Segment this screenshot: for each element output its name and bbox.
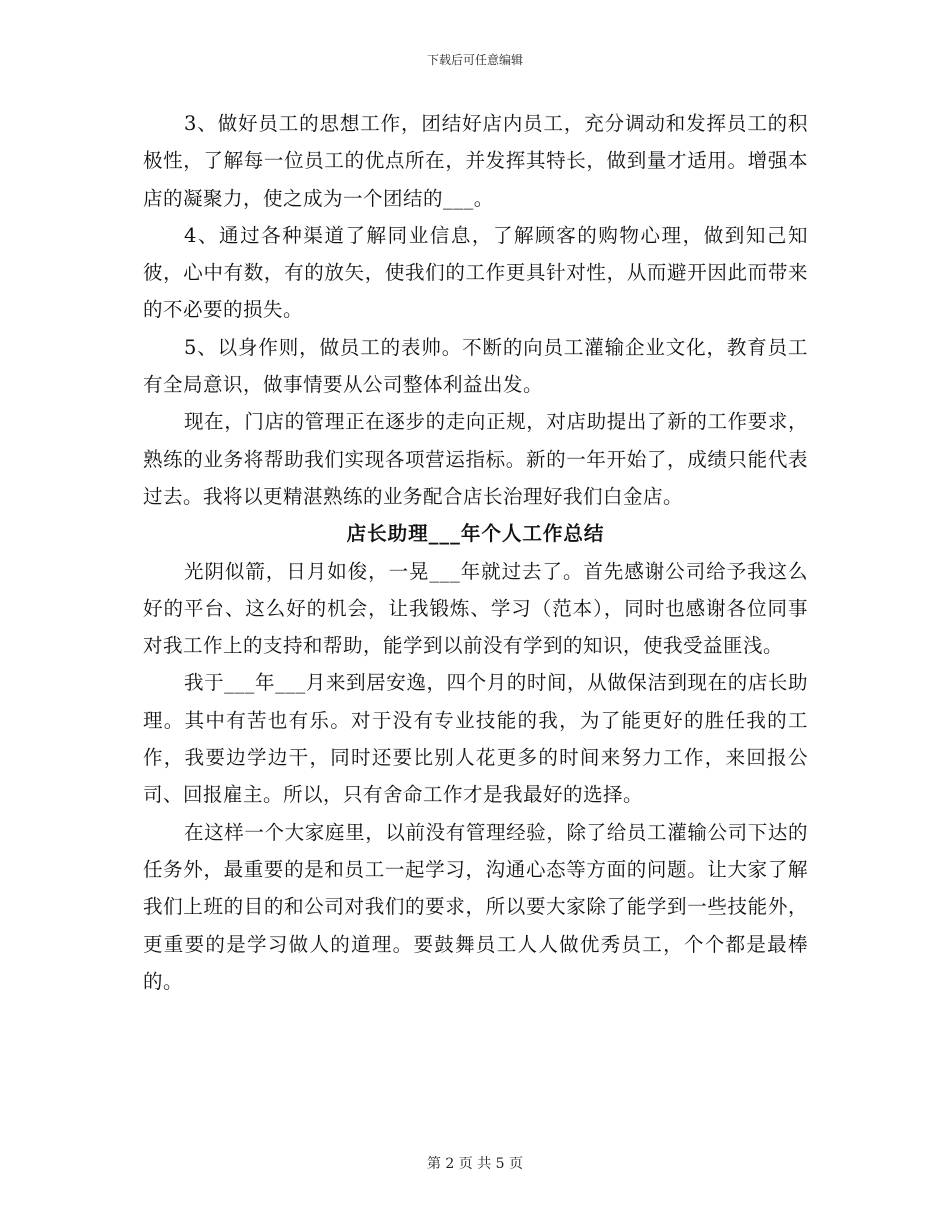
page-header: 下载后可任意编辑 xyxy=(426,53,523,67)
paragraph-management: 在这样一个大家庭里，以前没有管理经验，除了给员工灌输公司下达的任务外，最重要的是和员工一起学习，沟通心态等方面的问题。让大家了解我们上班的目的和公司对我们的要求，所以要大家除了能学到一些技能外，更重要的是学习做人的道理。要鼓舞员工人人做优秀员工，个个都是最棒的。 xyxy=(143,820,808,993)
paragraph-item-4: 4、通过各种渠道了解同业信息，了解顾客的购物心理，做到知己知彼，心中有数，有的放矢，使我们的工作更具针对性，从而避开因此而带来的不必要的损失。 xyxy=(143,223,808,322)
paragraph-item-5: 5、以身作则，做员工的表帅。不断的向员工灌输企业文化，教育员工有全局意识，做事情要从公司整体利益出发。 xyxy=(143,335,808,397)
section-title: 店长助理___年个人工作总结 xyxy=(346,522,605,546)
paragraph-experience: 我于___年___月来到居安逸，四个月的时间，从做保洁到现在的店长助理。其中有苦也有乐。对于没有专业技能的我，为了能更好的胜任我的工作，我要边学边干，同时还要比别人花更多的时间来努力工作，来回报公司、回报雇主。所以，只有舍命工作才是我最好的选择。 xyxy=(143,671,808,807)
paragraph-intro: 光阴似箭，日月如俊，一晃___年就过去了。首先感谢公司给予我这么好的平台、这么好的机会，让我锻炼、学习（范本），同时也感谢各位同事对我工作上的支持和帮助，能学到以前没有学到的知识，使我受益匪浅。 xyxy=(143,559,808,658)
paragraph-conclusion: 现在，门店的管理正在逐步的走向正规，对店助提出了新的工作要求，熟练的业务将帮助我们实现各项营运指标。新的一年开始了，成绩只能代表过去。我将以更精湛熟练的业务配合店长治理好我们白金店。 xyxy=(143,410,808,508)
page-number: 第 2 页 共 5 页 xyxy=(426,1156,524,1172)
paragraph-item-3: 3、做好员工的思想工作，团结好店内员工，充分调动和发挥员工的积极性，了解每一位员工的优点所在，并发挥其特长，做到量才适用。增强本店的凝聚力，使之成为一个团结的___。 xyxy=(143,112,808,210)
document-body xyxy=(143,105,808,1000)
